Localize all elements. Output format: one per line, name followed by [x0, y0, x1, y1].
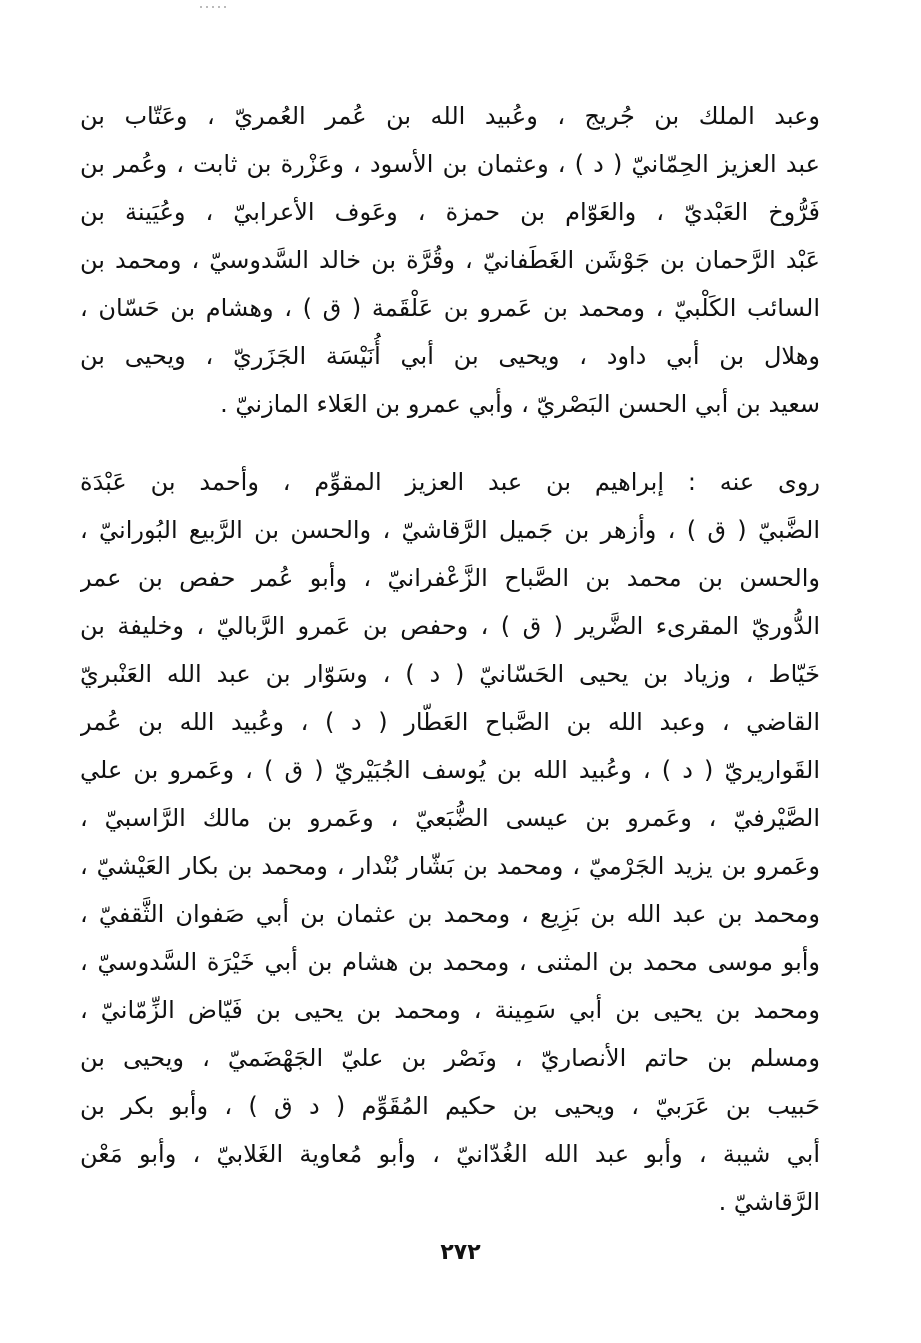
- text-line: وأبو موسى محمد بن المثنى ، ومحمد بن هشام بن أبي خَيْرَة السَّدوسيّ ،: [80, 948, 820, 976]
- text-line: خَيّاط ، وزياد بن يحيى الحَسّانيّ ( د ) ، وسَوّار بن عبد الله العَنْبريّ: [80, 660, 820, 688]
- text-line: القَواريريّ ( د ) ، وعُبيد الله بن يُوسف الجُبَيْريّ ( ق ) ، وعَمرو بن علي: [80, 756, 820, 784]
- text-line: حَبيب بن عَرَبيّ ، ويحيى بن حكيم المُقَوِّم ( د ق ) ، وأبو بكر بن: [80, 1092, 820, 1120]
- paragraph-students: [80, 458, 820, 1226]
- text-line: عبد العزيز الحِمّانيّ ( د ) ، وعثمان بن الأسود ، وعَزْرة بن ثابت ، وعُمر بن: [80, 150, 820, 178]
- text-line: وعَمرو بن يزيد الجَرْميّ ، ومحمد بن بَشّار بُنْدار ، ومحمد بن بكار العَيْشيّ ،: [80, 852, 820, 880]
- text-line: وعبد الملك بن جُريج ، وعُبيد الله بن عُمر العُمريّ ، وعَتّاب بن: [80, 102, 820, 130]
- text-line: السائب الكَلْبيّ ، ومحمد بن عَمرو بن عَلْقَمة ( ق ) ، وهشام بن حَسّان ،: [80, 294, 820, 322]
- text-line: روى عنه : إبراهيم بن عبد العزيز المقوِّم ، وأحمد بن عَبْدَة: [80, 468, 820, 496]
- paragraph-teachers: [80, 92, 820, 428]
- scan-speck: [200, 6, 230, 8]
- text-line: والحسن بن محمد بن الصَّباح الزَّعْفرانيّ ، وأبو عُمر حفص بن عمر: [80, 564, 820, 592]
- text-line: الرَّقاشيّ .: [718, 1188, 820, 1216]
- text-line: ومحمد بن عبد الله بن بَزِيع ، ومحمد بن عثمان بن أبي صَفوان الثَّقفيّ ،: [80, 900, 820, 928]
- page-number: ٢٧٢: [440, 1240, 481, 1265]
- text-line: أبي شيبة ، وأبو عبد الله الغُدّانيّ ، وأبو مُعاوية الغَلابيّ ، وأبو مَعْن: [80, 1140, 820, 1168]
- text-line: سعيد بن أبي الحسن البَصْريّ ، وأبي عمرو بن العَلاء المازنيّ .: [220, 390, 820, 418]
- text-line: الضَّبيّ ( ق ) ، وأزهر بن جَميل الرَّقاشيّ ، والحسن بن الرَّبيع البُورانيّ ،: [80, 516, 820, 544]
- text-line: الدُّوريّ المقرىء الضَّرير ( ق ) ، وحفص بن عَمرو الرَّباليّ ، وخليفة بن: [80, 612, 820, 640]
- text-line: القاضي ، وعبد الله بن الصَّباح العَطّار ( د ) ، وعُبيد الله بن عُمر: [80, 708, 820, 736]
- text-line: ومحمد بن يحيى بن أبي سَمِينة ، ومحمد بن يحيى بن فَيّاض الزِّمّانيّ ،: [80, 996, 820, 1024]
- text-line: ومسلم بن حاتم الأنصاريّ ، ونَصْر بن عليّ الجَهْضَميّ ، ويحيى بن: [80, 1044, 820, 1072]
- text-line: الصَّيْرفيّ ، وعَمرو بن عيسى الضُّبَعيّ ، وعَمرو بن مالك الرَّاسبيّ ،: [80, 804, 820, 832]
- text-line: فَرُّوخ العَبْديّ ، والعَوّام بن حمزة ، وعَوف الأعرابيّ ، وعُيَينة بن: [80, 198, 820, 226]
- text-line: عَبْد الرَّحمان بن جَوْشَن الغَطَفانيّ ، وقُرَّة بن خالد السَّدوسيّ ، ومحمد بن: [80, 246, 820, 274]
- text-line: وهلال بن أبي داود ، ويحيى بن أبي أُنَيْسَة الجَزَريّ ، ويحيى بن: [80, 342, 820, 370]
